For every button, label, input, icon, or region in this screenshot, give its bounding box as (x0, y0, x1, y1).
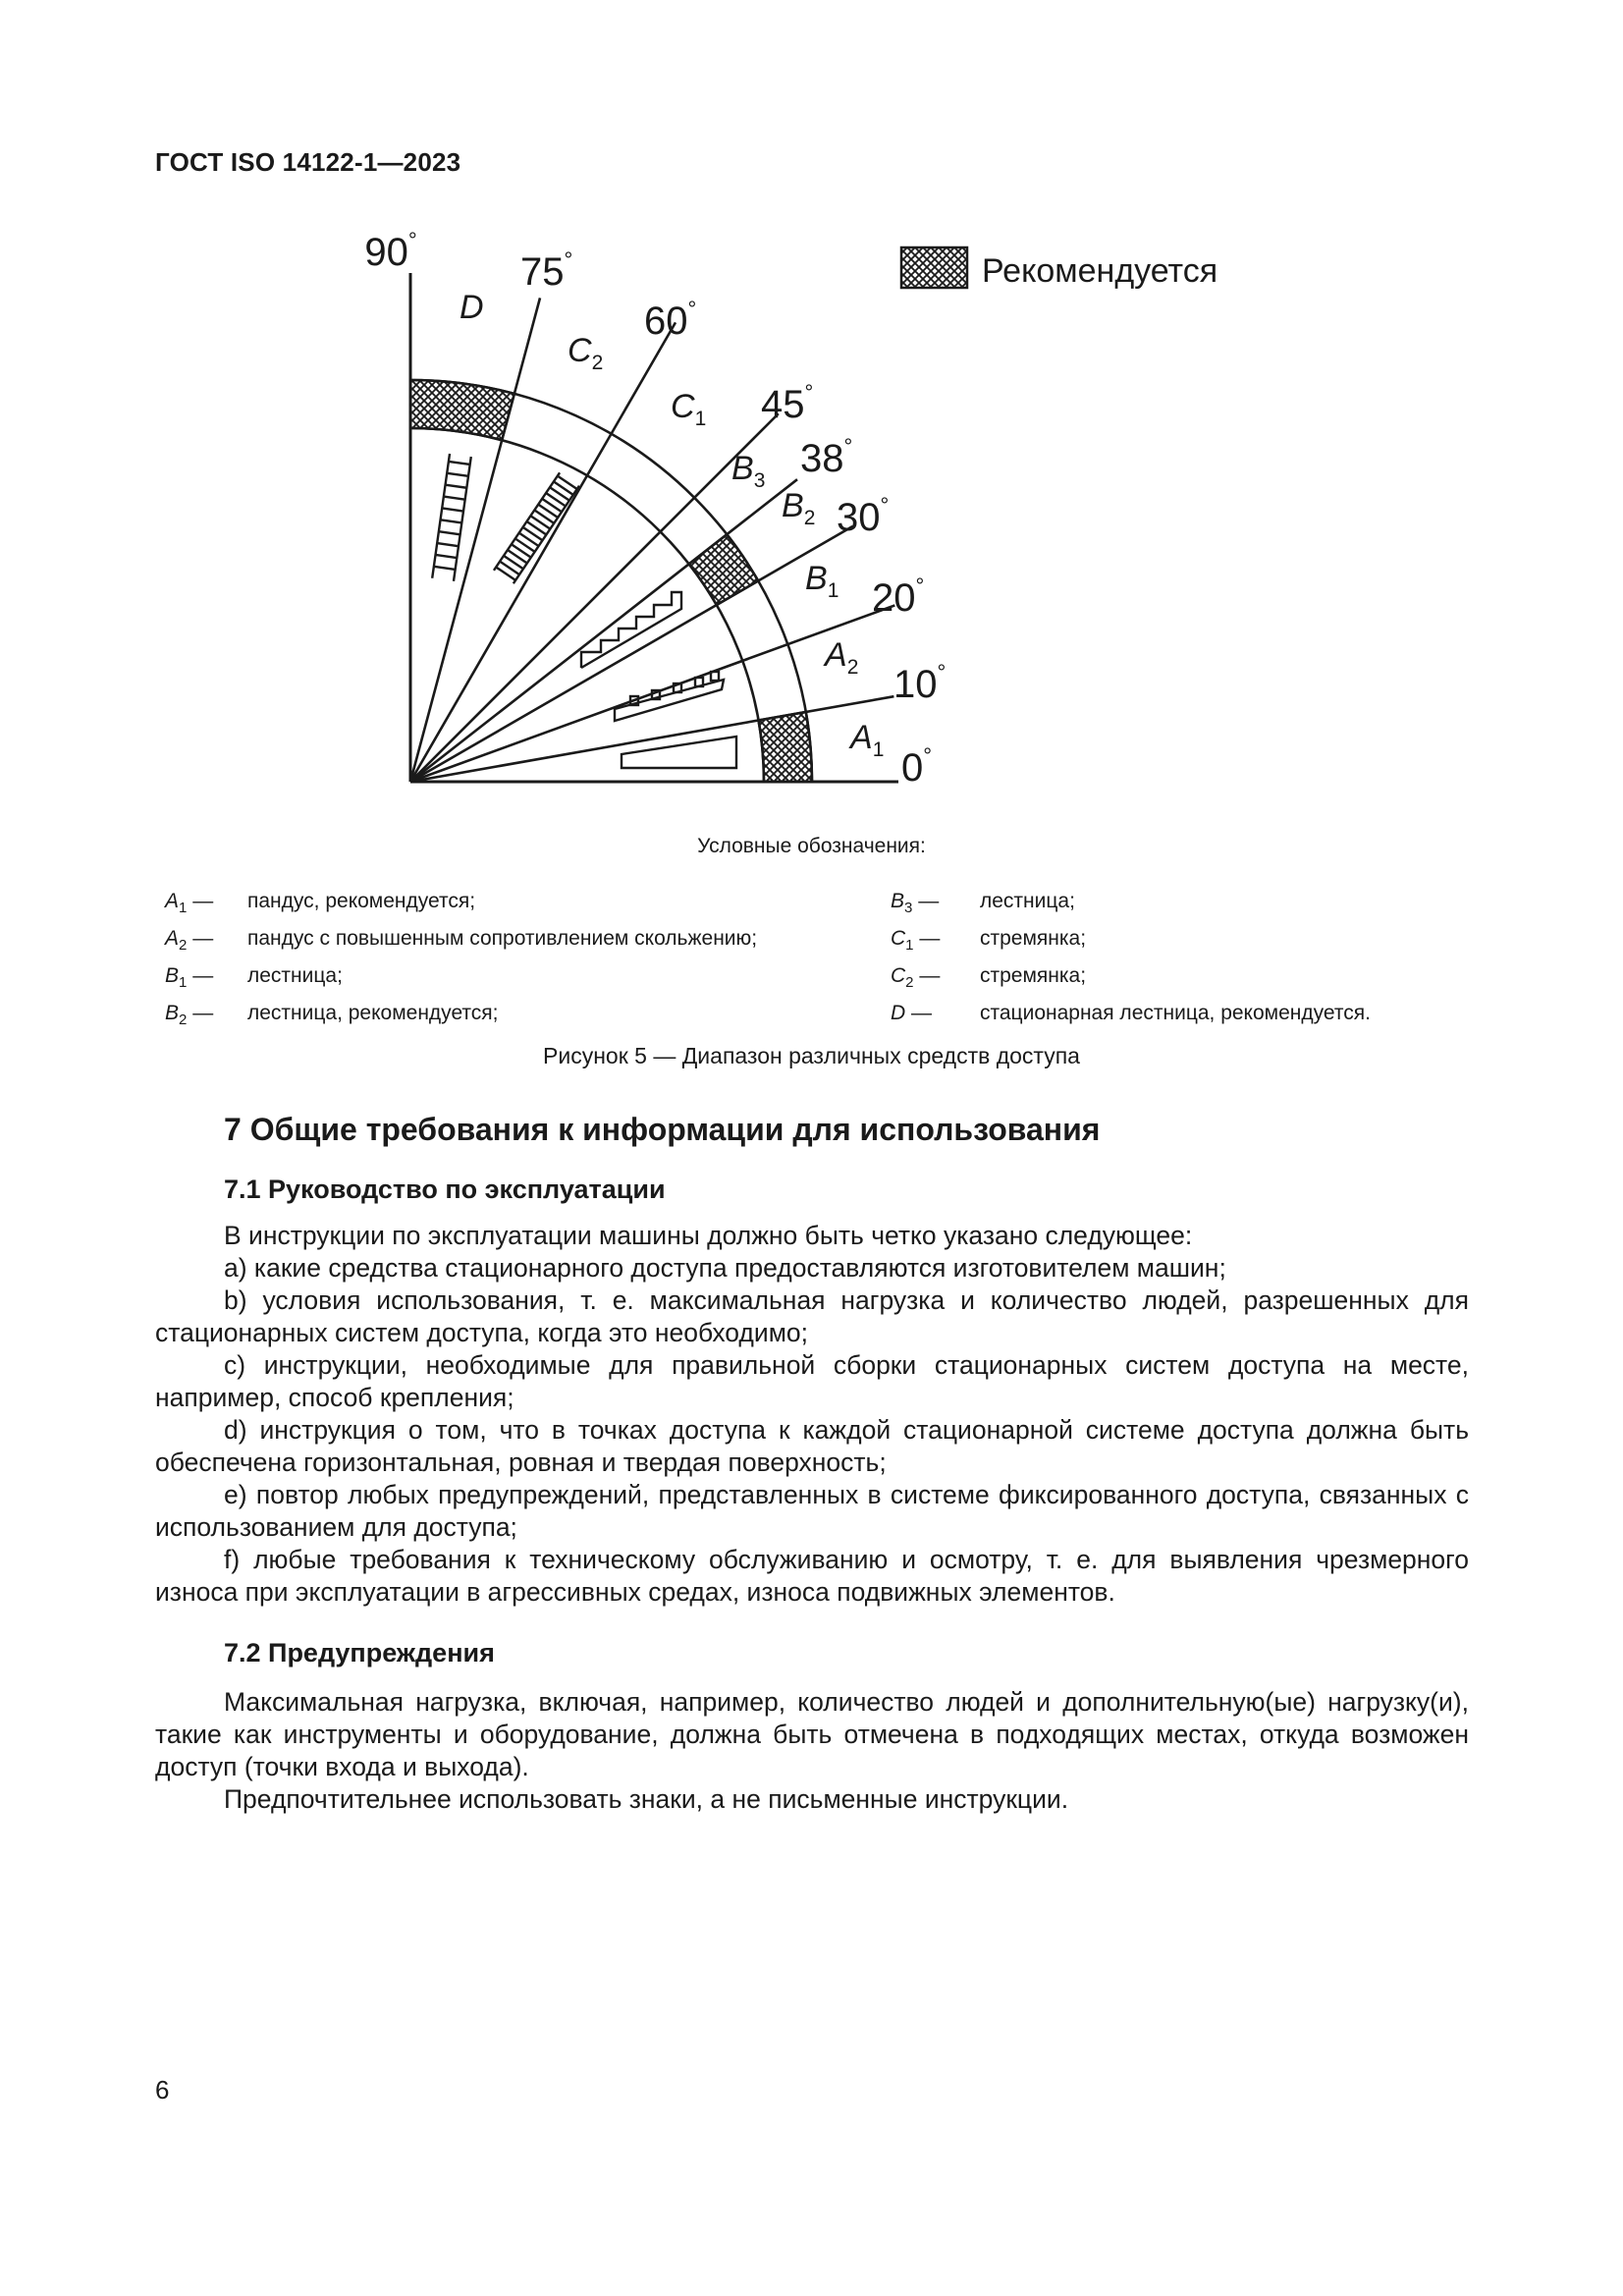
legend-left-symbol: $A_2$ — (165, 927, 214, 955)
angle-label-60: 60° (644, 297, 697, 343)
step-ladder-icon (494, 472, 579, 583)
legend-right-text: стационарная лестница, рекомендуется. (980, 1002, 1371, 1024)
paragraph: d) инструкция о том, что в точках доступа к каждой стационарной системе доступа должна быть обеспечена горизонтальная, ровная и твердая поверхность; (155, 1415, 1469, 1477)
section-7-2-body (155, 1686, 1469, 1816)
paragraph: Максимальная нагрузка, включая, например, количество людей и дополнительную(ые) нагрузку(и), такие как инструменты и оборудование, должна быть отмечена в подходящих местах, откуда возможен доступ (точки входа и выхода). (155, 1687, 1469, 1781)
paragraph: Предпочтительнее использовать знаки, а не письменные инструкции. (224, 1784, 1069, 1814)
section-7-1-body (155, 1220, 1469, 1609)
legend-left-symbol: $B_2$ — (165, 1002, 214, 1029)
legend-right-symbol: $B_3$ — (891, 890, 940, 917)
stairs-icon (581, 592, 681, 668)
legend-left-text: пандус, рекомендуется; (247, 890, 476, 912)
legend-left-symbol: $A_1$ — (165, 890, 214, 917)
angle-label-38: 38° (800, 434, 853, 480)
ray-75 (410, 298, 540, 782)
section-7-title: 7 Общие требования к информации для использования (224, 1112, 1101, 1147)
angle-label-75: 75° (520, 247, 573, 294)
ladder-icon (432, 454, 471, 581)
legend-left-symbol: $B_1$ — (165, 964, 214, 992)
legend-left-text: пандус с повышенным сопротивлением скольжению; (247, 927, 758, 950)
recommended-sector-1 (759, 712, 812, 782)
zone-label-b1: $B_1$ (805, 560, 839, 602)
zone-label-c2: $C_2$ (568, 332, 604, 374)
angle-label-0: 0° (901, 743, 933, 790)
document-header: ГОСТ ISO 14122-1—2023 (155, 147, 461, 177)
paragraph: c) инструкции, необходимые для правильной сборки стационарных систем доступа на месте, например, способ крепления; (155, 1350, 1469, 1412)
section-7-1-title: 7.1 Руководство по эксплуатации (224, 1175, 666, 1204)
angle-label-10: 10° (893, 660, 947, 706)
angle-label-45: 45° (761, 380, 814, 426)
legend-left-text: лестница, рекомендуется; (247, 1002, 499, 1024)
zone-label-c1: $C_1$ (671, 388, 707, 430)
paragraph: f) любые требования к техническому обслуживанию и осмотру, т. е. для выявления чрезмерного износа при эксплуатации в агрессивных средах, износа подвижных элементов. (155, 1545, 1469, 1607)
section-7-2-title: 7.2 Предупреждения (224, 1638, 495, 1667)
angle-label-30: 30° (837, 493, 890, 539)
ray-38 (410, 479, 797, 782)
legend-right-symbol: D — (891, 1002, 933, 1024)
figure-caption: Рисунок 5 — Диапазон различных средств доступа (543, 1043, 1080, 1068)
legend-right-symbol: $C_1$ — (891, 927, 941, 955)
paragraph: b) условия использования, т. е. максимальная нагрузка и количество людей, разрешенных для стационарных систем доступа, когда это необходимо; (155, 1285, 1469, 1347)
legend-right-symbol: $C_2$ — (891, 964, 941, 992)
access-range-diagram (0, 0, 1623, 815)
paragraph: a) какие средства стационарного доступа предоставляются изготовителем машин; (224, 1253, 1226, 1283)
angle-label-20: 20° (872, 574, 925, 620)
zone-label-b2: $B_2$ (782, 487, 816, 529)
page-number: 6 (155, 2075, 170, 2105)
legend-right-text: стремянка; (980, 964, 1087, 987)
zone-label-d: D (460, 289, 484, 326)
zone-label-a1: $A_1$ (850, 719, 885, 761)
recommended-swatch (901, 247, 967, 288)
legend-left-text: лестница; (247, 964, 343, 987)
recommended-legend (901, 247, 1217, 290)
recommended-sector-2 (689, 534, 759, 605)
zone-label-b3: $B_3$ (731, 450, 766, 492)
paragraph: e) повтор любых предупреждений, представленных в системе фиксированного доступа, связанных с использованием для доступа; (155, 1480, 1469, 1542)
legend-title: Условные обозначения: (697, 835, 926, 857)
zone-label-a2: $A_2$ (825, 636, 859, 679)
paragraph: В инструкции по эксплуатации машины должно быть четко указано следующее: (224, 1221, 1193, 1250)
legend-right-text: лестница; (980, 890, 1075, 912)
angle-label-90: 90° (364, 228, 417, 274)
recommended-label: Рекомендуется (982, 252, 1218, 290)
legend-right-text: стремянка; (980, 927, 1087, 950)
cleated-ramp-icon (615, 672, 724, 721)
